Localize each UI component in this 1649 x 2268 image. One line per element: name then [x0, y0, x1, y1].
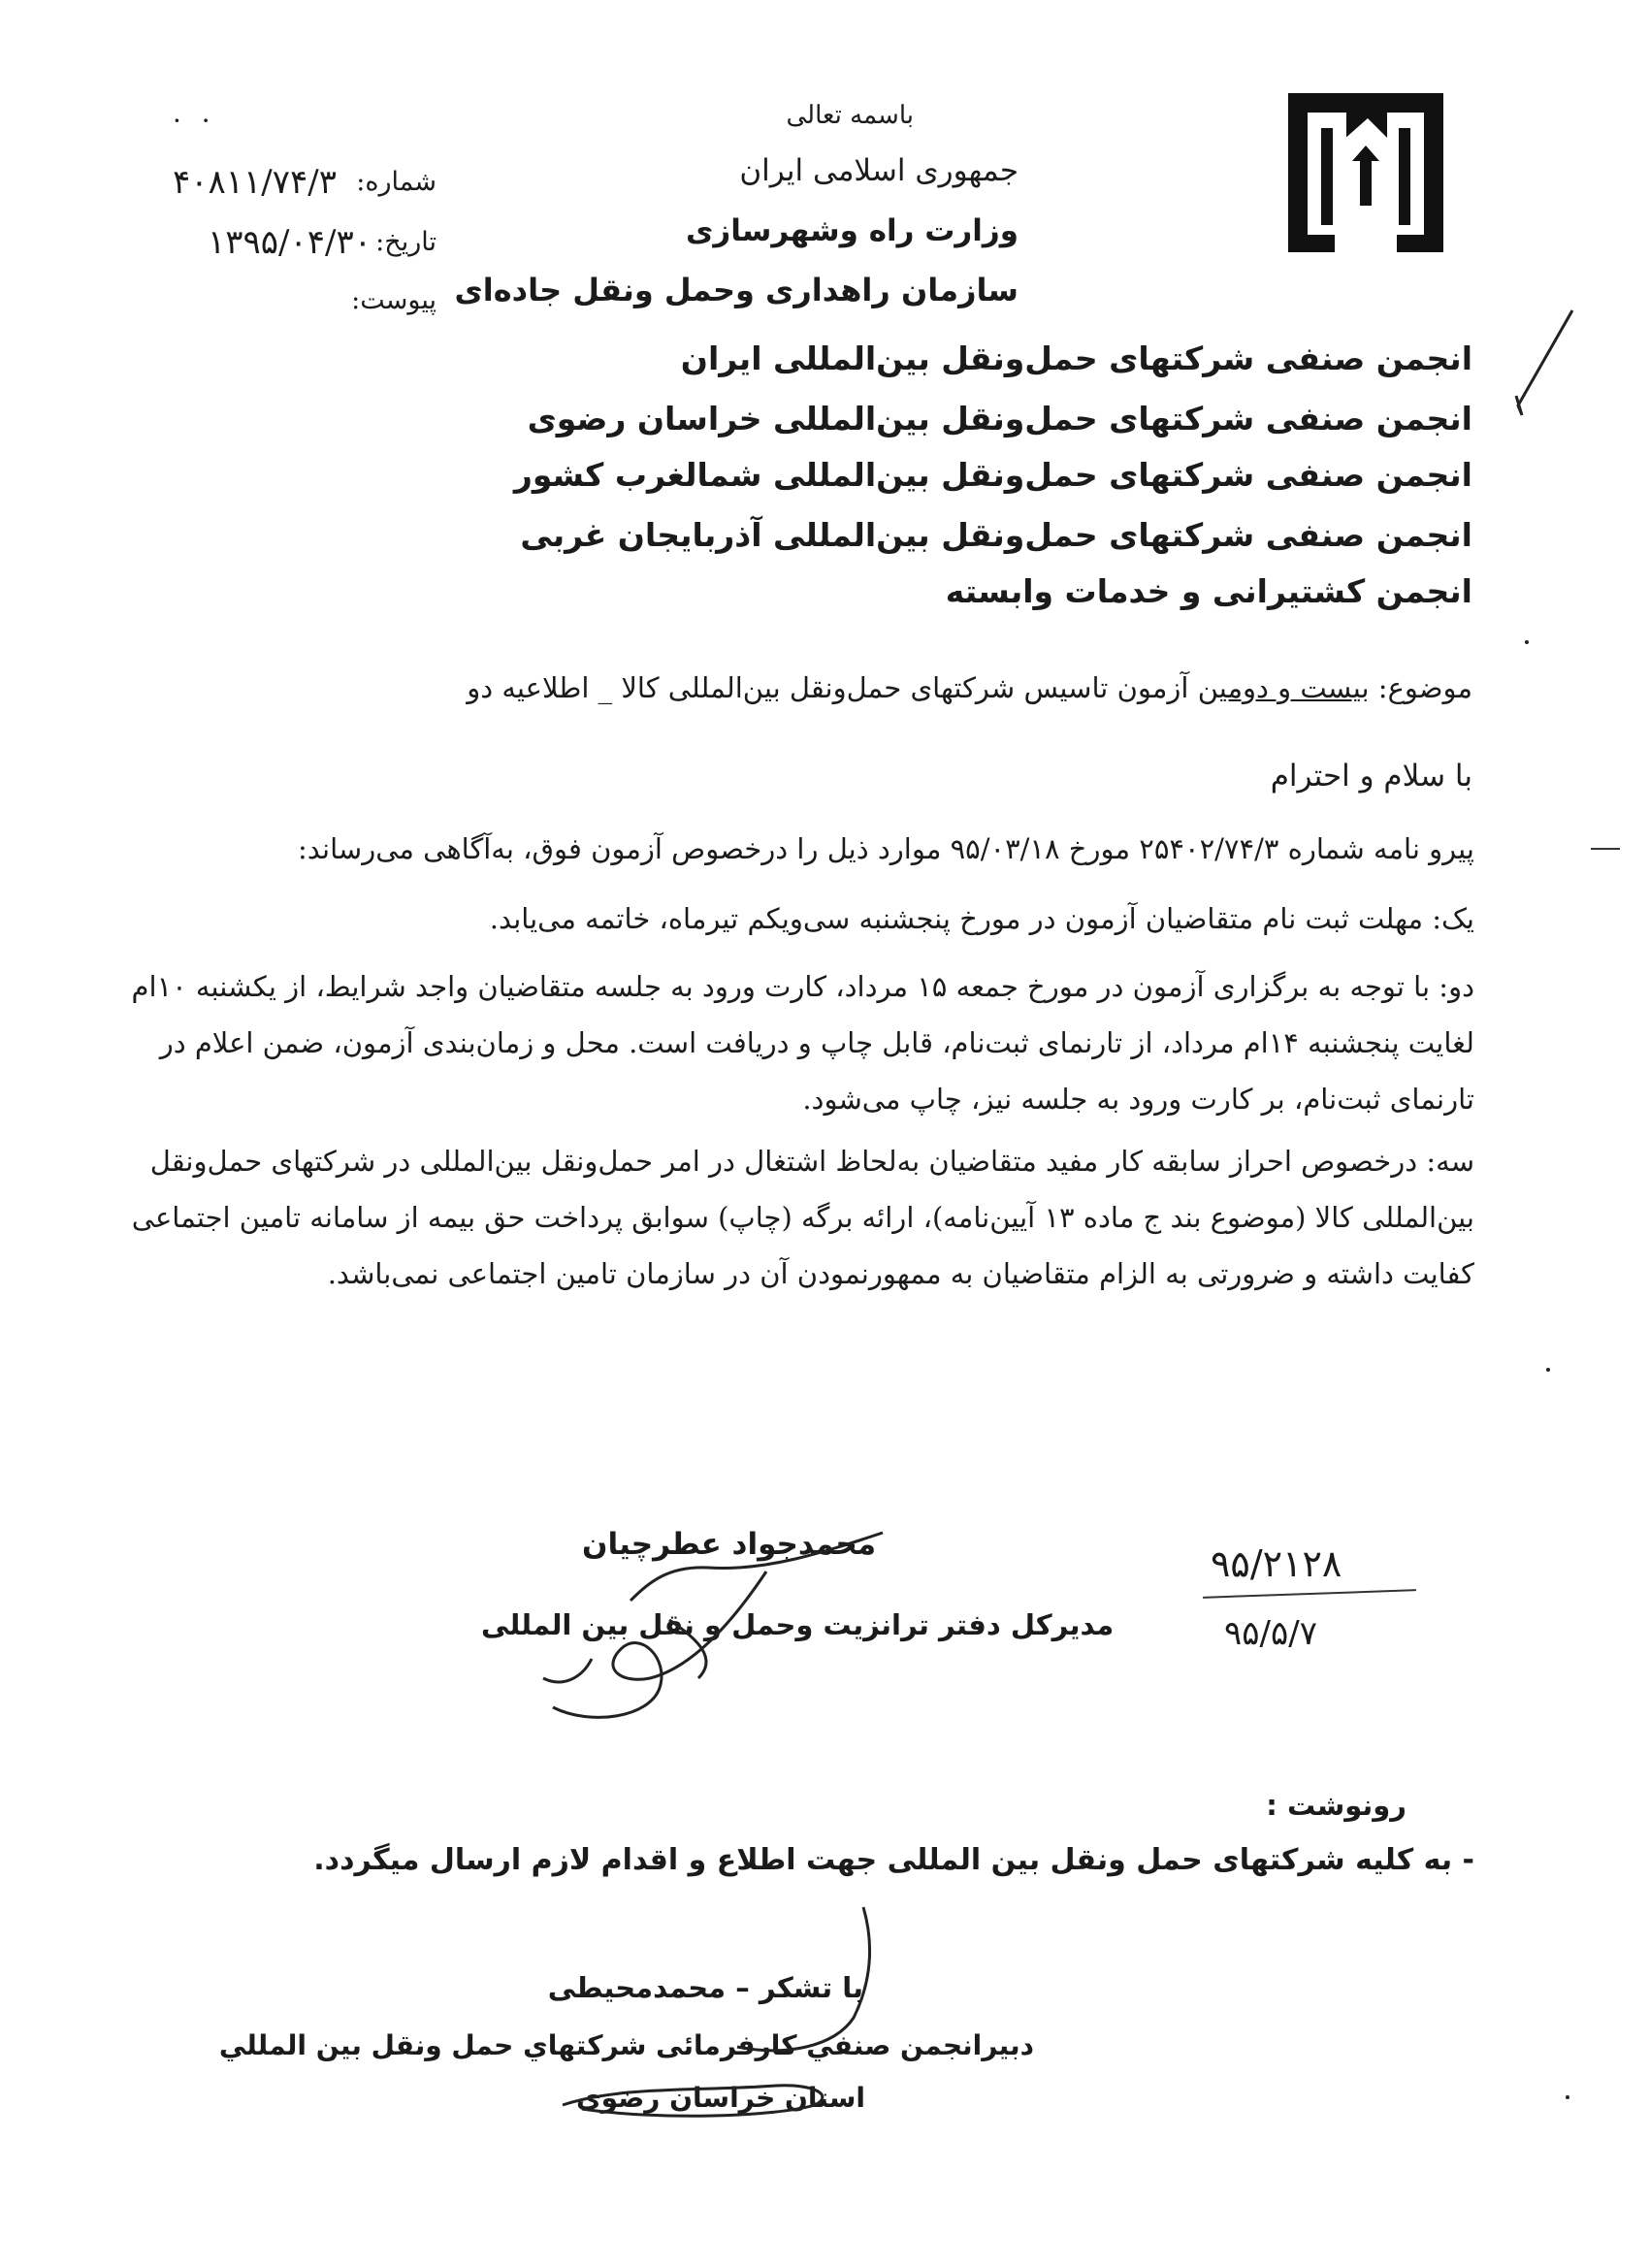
date-value: ۱۳۹۵/۰۴/۳۰ [208, 223, 372, 262]
cc-item: - به کلیه شرکتهای حمل ونقل بین المللی جهت اطلاع و اقدام لازم ارسال میگردد. [313, 1843, 1474, 1877]
recipient-item: انجمن صنفی شرکتهای حمل‌ونقل بین‌المللی شمالغرب کشور [513, 456, 1472, 494]
recipient-item: انجمن صنفی شرکتهای حمل‌ونقل بین‌المللی ایران [680, 340, 1472, 377]
number-value: ۴۰۸۱۱/۷۴/۳ [173, 163, 338, 202]
speck [1566, 2095, 1569, 2099]
margin-dash [1591, 848, 1620, 850]
cc-signer-province: استان خراسان رضوی [575, 2082, 865, 2114]
recipient-item: انجمن صنفی شرکتهای حمل‌ونقل بین‌المللی خراسان رضوی [527, 400, 1472, 437]
signer-name: محمدجواد عطرچیان [582, 1527, 877, 1562]
ministry-heading: وزارت راه وشهرسازی [686, 213, 1018, 248]
recipient-check-mark [1508, 308, 1576, 425]
speck [1546, 1368, 1550, 1372]
cc-label: رونوشت : [1266, 1789, 1406, 1822]
signer-title: مدیرکل دفتر ترانزیت وحمل و نقل بین المللی [481, 1608, 1115, 1641]
handwritten-divider [1203, 1589, 1416, 1599]
subject-label: موضوع: [1377, 671, 1472, 704]
margin-marks: · · [173, 105, 216, 137]
handwritten-date: ۹۵/۵/۷ [1224, 1614, 1317, 1653]
greeting: با سلام و احترام [1270, 759, 1472, 794]
recipient-item: انجمن کشتیرانی و خدمات وابسته [945, 572, 1472, 610]
subject-line [467, 671, 1472, 704]
body-paragraph: پیرو نامه شماره ۲۵۴۰۲/۷۴/۳ مورخ ۹۵/۰۳/۱۸ موارد ذیل را درخصوص آزمون فوق، به‌آگاهی می‌رساند: [298, 832, 1474, 865]
organization-heading: سازمان راهداری وحمل ونقل جاده‌ای [454, 272, 1018, 308]
republic-heading: جمهوری اسلامی ایران [739, 153, 1018, 188]
subject-underlined: بیست و دومین [1197, 671, 1370, 704]
recipient-item: انجمن صنفی شرکتهای حمل‌ونقل بین‌المللی آذربایجان غربی [520, 516, 1472, 554]
body-paragraph: سه: درخصوص احراز سابقه کار مفید متقاضیان به‌لحاظ اشتغال در امر حمل‌ونقل بین‌المللی در شرکتهای حمل‌ونقل بین‌المللی کالا (موضوع بند ج ماده ۱۳ آیین‌نامه)، ارائه برگه (چاپ) سوابق پرداخت حق بیمه از سامانه تامین اجتماعی کفایت داشته و ضرورتی به الزام متقاضیان به ممهورنمودن آن در سازمان تامین اجتماعی نمی‌باشد. [131, 1145, 1474, 1290]
cc-signer-title: دبیرانجمن صنفي کارفرمائی شرکتهاي حمل ونقل بین المللي [218, 2029, 1034, 2061]
attachment-label: پیوست: [351, 285, 436, 315]
cc-handwritten-signature [543, 1901, 951, 2124]
handwritten-number: ۹۵/۲۱۲۸ [1211, 1542, 1342, 1585]
speck [1525, 640, 1529, 644]
handwritten-signature [475, 1513, 941, 1736]
organization-logo-icon [1278, 89, 1453, 256]
subject-text: آزمون تاسیس شرکتهای حمل‌ونقل بین‌المللی کالا _ اطلاعیه دو [467, 671, 1189, 704]
number-label: شماره: [356, 167, 436, 197]
bismillah-heading: باسمه تعالی [786, 101, 914, 130]
body-paragraph: یک: مهلت ثبت نام متقاضیان آزمون در مورخ پنجشنبه سی‌ویکم تیرماه، خاتمه می‌یابد. [489, 902, 1474, 935]
body-paragraph: دو: با توجه به برگزاری آزمون در مورخ جمعه ۱۵ مرداد، کارت ورود به جلسه متقاضیان واجد شرایط، از یکشنبه ۱۰ام لغایت پنجشنبه ۱۴ام مرداد، از تارنمای ثبت‌نام، قابل چاپ و دریافت است. محل و زمان‌بندی آزمون، ضمن اعلام در تارنمای ثبت‌نام، بر کارت ورود به جلسه نیز، چاپ می‌شود. [131, 970, 1474, 1116]
cc-thanks: با تشکر – محمدمحیطی [547, 1971, 863, 2004]
date-label: تاریخ: [375, 227, 436, 257]
